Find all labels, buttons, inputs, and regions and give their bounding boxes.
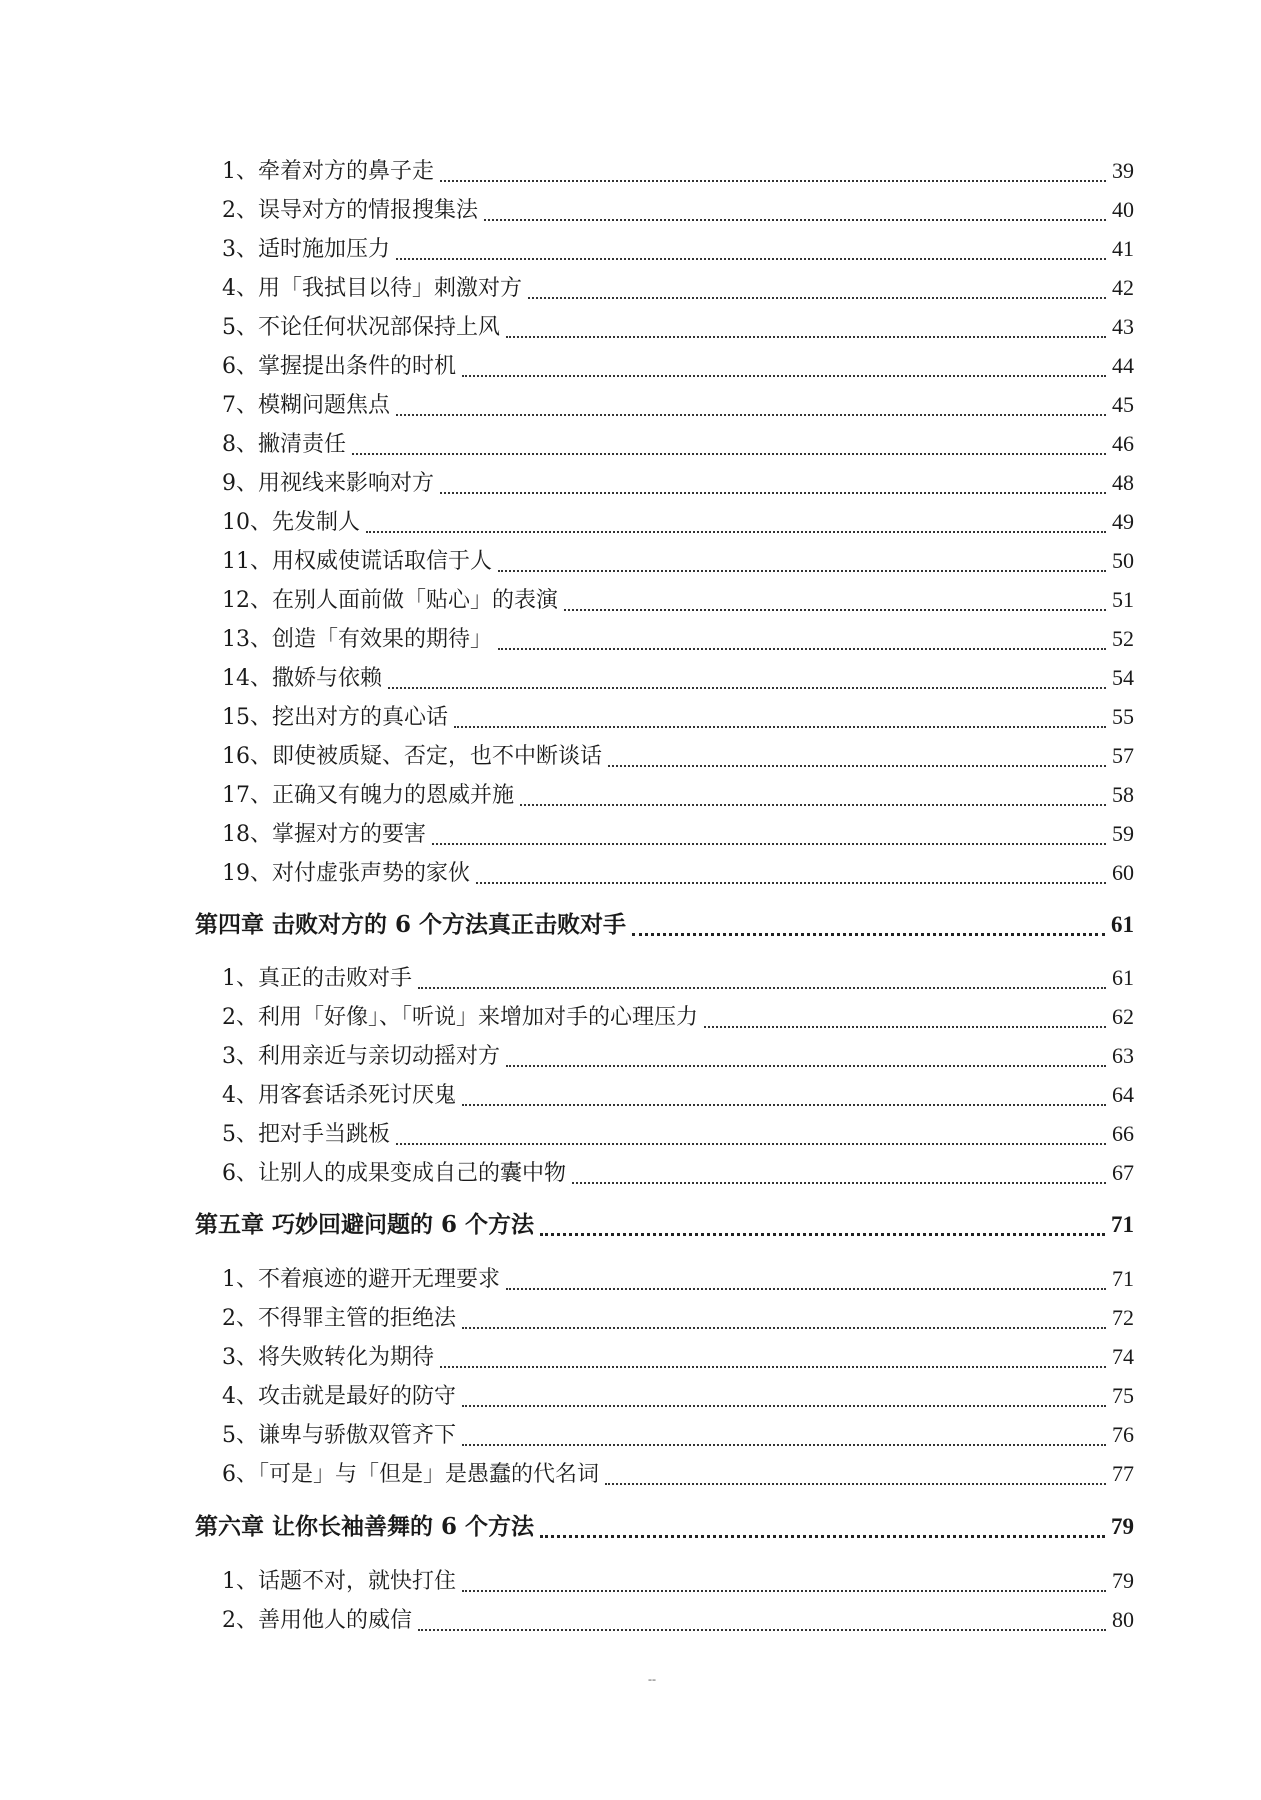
dot-leader [418, 1629, 1106, 1631]
toc-entry [222, 1418, 1134, 1452]
toc-entry-page: 75 [1112, 1383, 1134, 1408]
toc-entry [222, 961, 1134, 995]
dot-leader [608, 765, 1106, 767]
toc-entry-label: 19、对付虚张声势的家伙 [222, 861, 470, 886]
chapter-page: 79 [1111, 1514, 1134, 1539]
toc-entry-page: 59 [1112, 821, 1134, 846]
toc-entry-label: 6、「可是」与「但是」是愚蠢的代名词 [222, 1462, 599, 1487]
toc-entry [222, 1078, 1134, 1112]
toc-entry [222, 1564, 1134, 1598]
dot-leader [462, 1444, 1106, 1446]
toc-entry-page: 79 [1112, 1568, 1134, 1593]
toc-entry-label: 6、让别人的成果变成自己的囊中物 [222, 1161, 566, 1186]
dot-leader [704, 1026, 1106, 1028]
toc-entry-page: 60 [1112, 860, 1134, 885]
toc-entry-page: 66 [1112, 1121, 1134, 1146]
dot-leader [454, 726, 1106, 728]
toc-entry-label: 2、不得罪主管的拒绝法 [222, 1306, 456, 1331]
toc-entry-page: 74 [1112, 1344, 1134, 1369]
toc-entry-label: 2、利用「好像」、「听说」来增加对手的心理压力 [222, 1005, 698, 1030]
toc-entry-label: 3、利用亲近与亲切动摇对方 [222, 1044, 500, 1069]
toc-entry-page: 45 [1112, 392, 1134, 417]
toc-entry-page: 80 [1112, 1607, 1134, 1632]
toc-entry-page: 76 [1112, 1422, 1134, 1447]
toc-entry [222, 1262, 1134, 1296]
toc-entry-label: 12、在别人面前做「贴心」的表演 [222, 588, 558, 613]
toc-entry [222, 1457, 1134, 1491]
dot-leader [440, 1366, 1106, 1368]
dot-leader [396, 414, 1106, 416]
dot-leader [632, 933, 1105, 936]
toc-entry [222, 1379, 1134, 1413]
toc-entry-page: 58 [1112, 782, 1134, 807]
toc-entry-label: 17、正确又有魄力的恩威并施 [222, 783, 514, 808]
dot-leader [498, 570, 1106, 572]
toc-entry-label: 1、牵着对方的鼻子走 [222, 159, 434, 184]
toc-entry [222, 739, 1134, 773]
dot-leader [388, 687, 1106, 689]
dot-leader [605, 1483, 1106, 1485]
dot-leader [396, 1143, 1106, 1145]
toc-entry [222, 1000, 1134, 1034]
toc-chapter-heading [195, 1208, 1134, 1242]
toc-entry [222, 856, 1134, 890]
page-footer-mark: -- [648, 1672, 656, 1686]
toc-entry [222, 1340, 1134, 1374]
dot-leader [462, 1327, 1106, 1329]
toc-entry-page: 55 [1112, 704, 1134, 729]
dot-leader [366, 531, 1106, 533]
dot-leader [352, 453, 1106, 455]
toc-entry-page: 42 [1112, 275, 1134, 300]
toc-entry [222, 700, 1134, 734]
toc-entry [222, 1156, 1134, 1190]
toc-entry-page: 57 [1112, 743, 1134, 768]
dot-leader [540, 1535, 1105, 1538]
dot-leader [396, 258, 1106, 260]
toc-entry-label: 3、将失败转化为期待 [222, 1345, 434, 1370]
toc-entry-label: 1、不着痕迹的避开无理要求 [222, 1267, 500, 1292]
toc-entry [222, 778, 1134, 812]
toc-entry-label: 16、即使被质疑、否定，也不中断谈话 [222, 744, 602, 769]
toc-entry-page: 48 [1112, 470, 1134, 495]
toc-entry [222, 1039, 1134, 1073]
dot-leader [440, 180, 1106, 182]
toc-entry-label: 5、不论任何状况部保持上风 [222, 315, 500, 340]
dot-leader [506, 1065, 1106, 1067]
dot-leader [572, 1182, 1106, 1184]
toc-entry-page: 44 [1112, 353, 1134, 378]
toc-entry [222, 1603, 1134, 1637]
chapter-page: 61 [1111, 912, 1134, 937]
dot-leader [540, 1233, 1105, 1236]
toc-entry-label: 2、误导对方的情报搜集法 [222, 198, 478, 223]
chapter-page: 71 [1111, 1212, 1134, 1237]
toc-entry-page: 77 [1112, 1461, 1134, 1486]
toc-entry [222, 232, 1134, 266]
toc-entry-label: 1、真正的击败对手 [222, 966, 412, 991]
dot-leader [520, 804, 1106, 806]
toc-entry [222, 1301, 1134, 1335]
toc-entry-page: 72 [1112, 1305, 1134, 1330]
toc-entry-page: 62 [1112, 1004, 1134, 1029]
toc-entry [222, 544, 1134, 578]
toc-entry [222, 388, 1134, 422]
toc-entry-label: 13、创造「有效果的期待」 [222, 627, 492, 652]
dot-leader [484, 219, 1106, 221]
toc-entry [222, 817, 1134, 851]
toc-entry-page: 51 [1112, 587, 1134, 612]
dot-leader [462, 1405, 1106, 1407]
toc-entry-page: 63 [1112, 1043, 1134, 1068]
dot-leader [462, 1104, 1106, 1106]
toc-entry-label: 14、撒娇与依赖 [222, 666, 382, 691]
dot-leader [476, 882, 1106, 884]
toc-entry [222, 271, 1134, 305]
toc-entry-page: 52 [1112, 626, 1134, 651]
toc-entry-label: 10、先发制人 [222, 510, 360, 535]
chapter-title: 第四章 击败对方的 6 个方法真正击败对手 [195, 911, 627, 938]
toc-entry-label: 18、掌握对方的要害 [222, 822, 426, 847]
toc-chapter-heading [195, 908, 1134, 942]
toc-entry-label: 4、用「我拭目以待」刺激对方 [222, 276, 522, 301]
toc-entry-label: 5、谦卑与骄傲双管齐下 [222, 1423, 456, 1448]
toc-entry-label: 5、把对手当跳板 [222, 1122, 390, 1147]
toc-entry [222, 310, 1134, 344]
toc-entry-label: 8、撇清责任 [222, 432, 346, 457]
dot-leader [432, 843, 1106, 845]
toc-entry [222, 1117, 1134, 1151]
toc-entry [222, 583, 1134, 617]
toc-entry-page: 61 [1112, 965, 1134, 990]
dot-leader [462, 375, 1106, 377]
toc-entry [222, 466, 1134, 500]
dot-leader [528, 297, 1106, 299]
dot-leader [440, 492, 1106, 494]
dot-leader [506, 1288, 1106, 1290]
dot-leader [418, 987, 1106, 989]
toc-entry [222, 154, 1134, 188]
toc-entry-page: 40 [1112, 197, 1134, 222]
toc-entry-label: 9、用视线来影响对方 [222, 471, 434, 496]
toc-entry [222, 505, 1134, 539]
dot-leader [564, 609, 1106, 611]
toc-entry-page: 71 [1112, 1266, 1134, 1291]
toc-entry-label: 2、善用他人的威信 [222, 1608, 412, 1633]
toc-entry-label: 3、适时施加压力 [222, 237, 390, 262]
dot-leader [462, 1590, 1106, 1592]
toc-entry-label: 4、攻击就是最好的防守 [222, 1384, 456, 1409]
chapter-title: 第六章 让你长袖善舞的 6 个方法 [195, 1513, 535, 1540]
toc-entry-label: 1、话题不对，就快打住 [222, 1569, 456, 1594]
toc-entry-page: 54 [1112, 665, 1134, 690]
toc-entry-label: 6、掌握提出条件的时机 [222, 354, 456, 379]
toc-entry-label: 15、挖出对方的真心话 [222, 705, 448, 730]
toc-entry-label: 11、用权威使谎话取信于人 [222, 549, 492, 574]
toc-entry-page: 67 [1112, 1160, 1134, 1185]
toc-entry-page: 46 [1112, 431, 1134, 456]
dot-leader [498, 648, 1106, 650]
toc-entry [222, 427, 1134, 461]
toc-entry [222, 622, 1134, 656]
toc-chapter-heading [195, 1510, 1134, 1544]
toc-entry-page: 50 [1112, 548, 1134, 573]
toc-entry [222, 661, 1134, 695]
chapter-title: 第五章 巧妙回避问题的 6 个方法 [195, 1211, 535, 1238]
toc-entry-page: 49 [1112, 509, 1134, 534]
toc-entry [222, 349, 1134, 383]
toc-entry-label: 4、用客套话杀死讨厌鬼 [222, 1083, 456, 1108]
dot-leader [506, 336, 1106, 338]
toc-entry [222, 193, 1134, 227]
toc-entry-page: 64 [1112, 1082, 1134, 1107]
toc-entry-page: 39 [1112, 158, 1134, 183]
toc-entry-page: 41 [1112, 236, 1134, 261]
toc-entry-label: 7、模糊问题焦点 [222, 393, 390, 418]
toc-entry-page: 43 [1112, 314, 1134, 339]
